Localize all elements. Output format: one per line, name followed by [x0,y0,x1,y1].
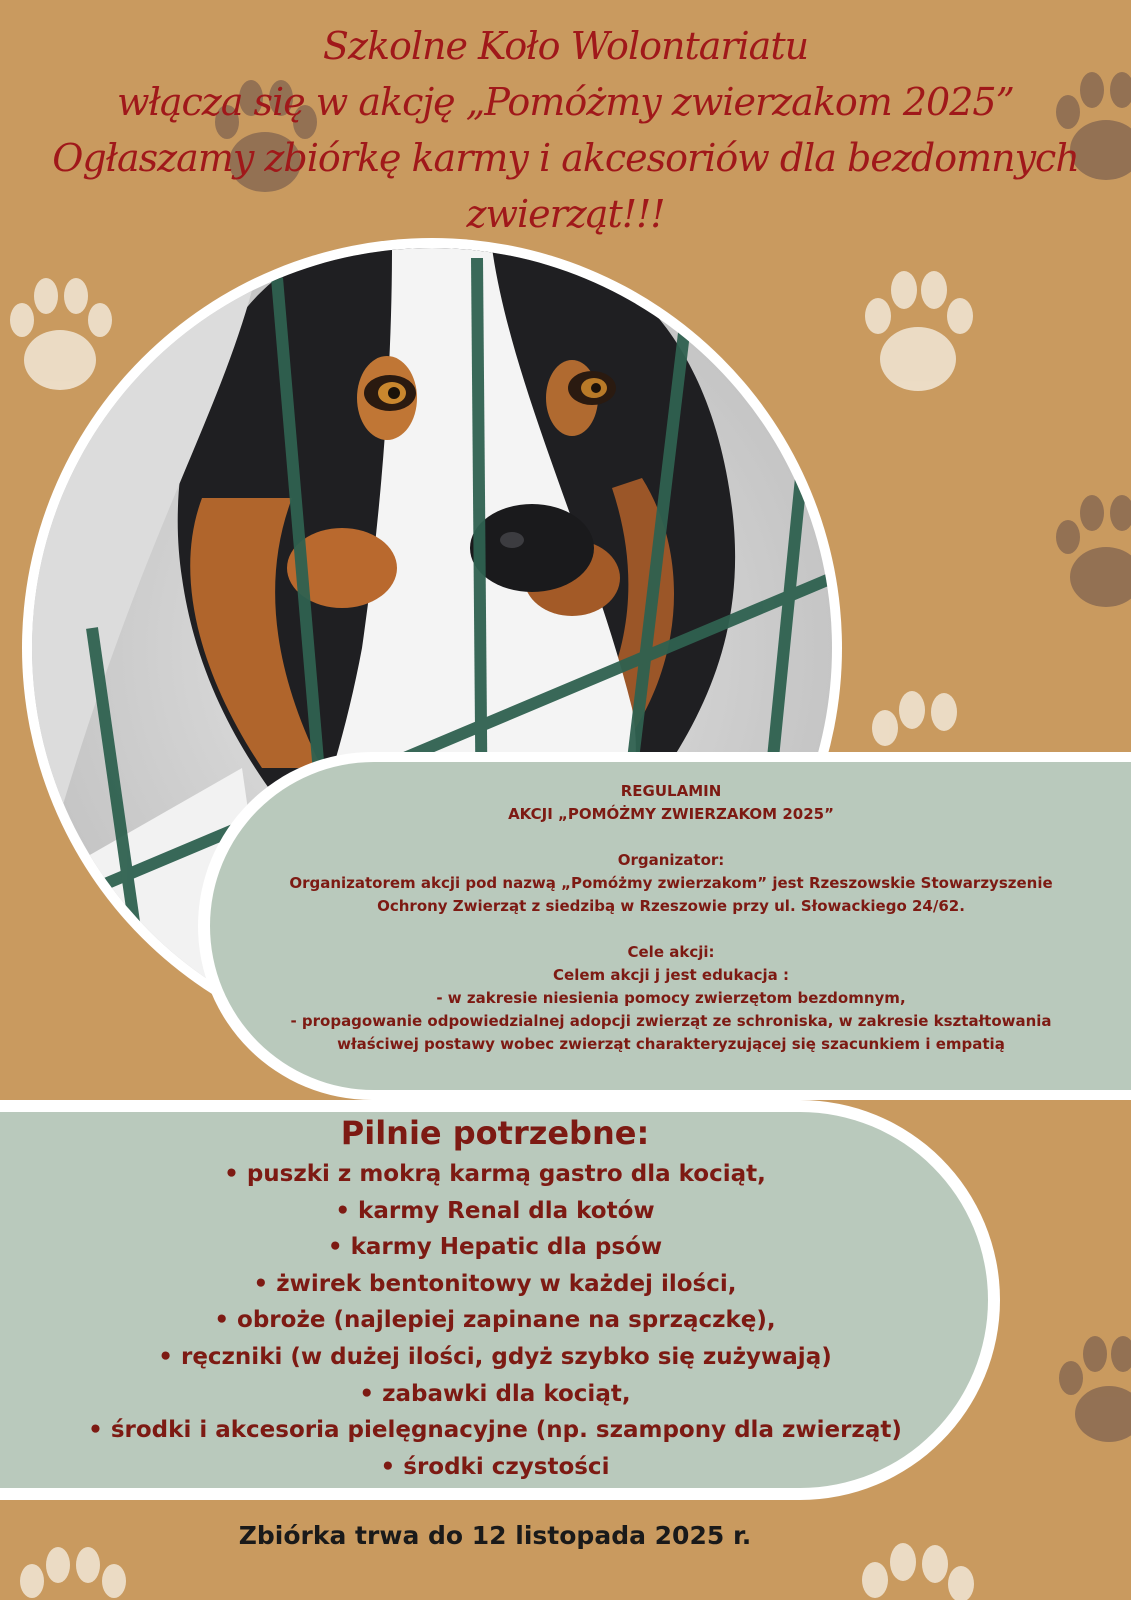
list-item: • karmy Hepatic dla psów [327,1234,663,1261]
goals-text: Celem akcji j jest edukacja : [553,966,789,984]
heading-line: włącza się w akcję „Pomóżmy zwierzakom 2025” [117,80,1014,124]
list-item: • żwirek bentonitowy w każdej ilości, [253,1270,737,1297]
heading-line: Szkolne Koło Wolontariatu [322,24,809,68]
poster-heading [0,18,1131,242]
list-item: • środki i akcesoria pielęgnacyjne (np. szampony dla zwierząt) [88,1417,902,1444]
goals-text: - propagowanie odpowiedzialnej adopcji zwierząt ze schroniska, w zakresie kształtowania [290,1012,1052,1030]
organizer-text: Organizatorem akcji pod nazwą „Pomóżmy zwierzakom” jest Rzeszowskie Stowarzyszenie [289,874,1053,892]
paw-print-icon [10,1545,130,1600]
heading-line: zwierząt!!! [466,192,665,236]
needs-title: Pilnie potrzebne: [340,1114,650,1152]
regulations-subtitle: AKCJI „POMÓŻMY ZWIERZAKOM 2025” [508,805,834,823]
regulations-text [222,780,1120,1056]
list-item: • karmy Renal dla kotów [335,1197,655,1224]
regulations-title: REGULAMIN [620,782,722,800]
goals-text: właściwej postawy wobec zwierząt charakteryzującej się szacunkiem i empatią [337,1035,1005,1053]
paw-print-icon [1055,1330,1131,1450]
paw-print-icon [858,264,978,399]
list-item: • środki czystości [380,1453,610,1480]
list-item: • puszki z mokrą karmą gastro dla kociąt, [224,1161,766,1187]
collection-deadline: Zbiórka trwa do 12 listopada 2025 r. [238,1521,752,1550]
paw-print-icon [1050,485,1131,615]
organizer-heading: Organizator: [617,851,725,869]
list-item: • ręczniki (w dużej ilości, gdyż szybko się zużywają) [158,1343,832,1370]
list-item: • obroże (najlepiej zapinane na sprzączkę), [214,1307,776,1334]
heading-line: Ogłaszamy zbiórkę karmy i akcesoriów dla bezdomnych [52,136,1079,180]
goals-heading: Cele akcji: [627,943,715,961]
list-item: • zabawki dla kociąt, [359,1380,631,1407]
organizer-text: Ochrony Zwierząt z siedzibą w Rzeszowie przy ul. Słowackiego 24/62. [377,897,965,915]
paw-print-icon [860,688,970,758]
goals-text: - w zakresie niesienia pomocy zwierzętom bezdomnym, [436,989,906,1007]
needs-list [0,1156,990,1485]
